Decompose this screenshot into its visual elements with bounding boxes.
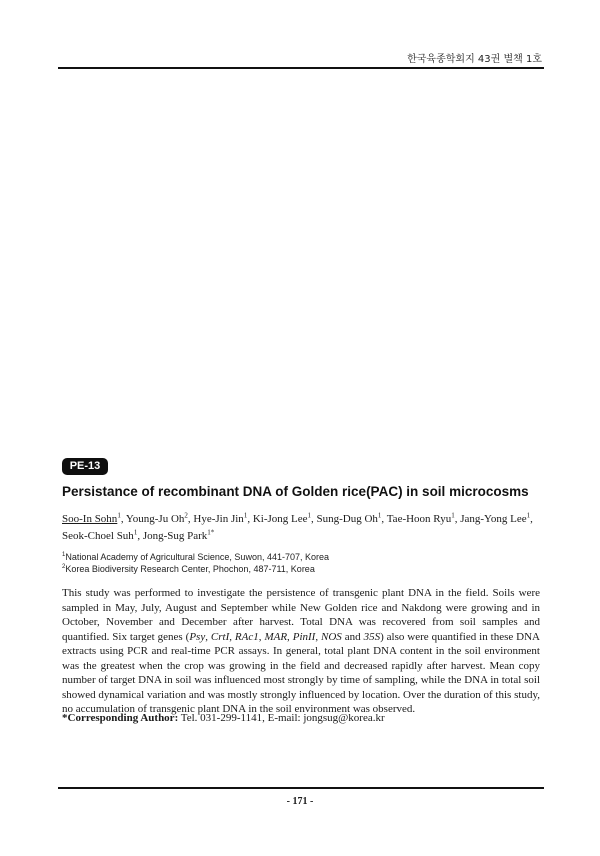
author-name: Soo-In Sohn <box>62 513 118 525</box>
corresponding-author <box>62 712 540 724</box>
abstract-id-badge: PE-13 <box>62 458 108 475</box>
author-affiliation-mark: 1 <box>243 511 248 520</box>
gene-name: PinII <box>292 630 316 643</box>
author-name: Sung-Dug Oh <box>316 513 378 525</box>
abstract-segment: and <box>341 630 364 643</box>
author-affiliation-mark: 1 <box>526 511 531 520</box>
affiliation-list <box>62 551 540 575</box>
author-separator: , <box>137 530 143 542</box>
author-affiliation-mark: 1 <box>377 511 382 520</box>
author-name: Seok-Choel Suh <box>62 530 134 542</box>
author-affiliation-mark: 1* <box>207 528 215 537</box>
top-rule <box>58 67 544 69</box>
gene-name: Psy <box>189 630 206 643</box>
page-number: - 171 - <box>286 796 314 807</box>
author-name: Young-Ju Oh <box>125 513 185 525</box>
author-separator: , <box>381 513 387 525</box>
paper-title: Persistance of recombinant DNA of Golden rice(PAC) in soil microcosms <box>62 484 529 499</box>
gene-name: MAR <box>264 630 288 643</box>
author-affiliation-mark: 2 <box>184 511 188 520</box>
corresponding-author-contact: Tel. 031-299-1141, E-mail: jongsug@korea.kr <box>178 712 385 724</box>
affiliation-item <box>62 563 540 575</box>
affiliation-text: National Academy of Agricultural Science, Suwon, 441-707, Korea <box>65 552 329 562</box>
author-name: Tae-Hoon Ryu <box>386 513 452 525</box>
affiliation-item <box>62 551 540 563</box>
abstract-segment: ) also were quantified in these DNA extracts using PCR and real-time PCR assays. In general, total plant DNA content in the soil environment was the greatest when the crop was growing in the field and decreased rapidly after harvest. Mean copy number of target DNA in soil was influenced most strongly by time of sampling, while the DNA in total soil showed dynamical variation and was mostly strongly influenced by location. Over the duration of this study, no accumulation of transgenic plant DNA in the soil environment was observed. <box>62 630 541 715</box>
abstract-text <box>62 586 540 717</box>
journal-header: 한국육종학회지 43권 별책 1호 <box>407 54 542 65</box>
author-name: Hye-Jin Jin <box>193 513 244 525</box>
affiliation-mark: 1 <box>62 552 66 558</box>
gene-name: RAc1 <box>234 630 259 643</box>
author-separator: , <box>311 513 317 525</box>
author-name: Ki-Jong Lee <box>252 513 308 525</box>
abstract-segment: , <box>258 630 265 643</box>
author-separator: , <box>187 513 194 525</box>
bottom-rule <box>58 787 544 789</box>
author-separator: , <box>120 513 126 525</box>
gene-name: NOS <box>321 630 342 643</box>
author-name: Jang-Yong Lee <box>460 513 527 525</box>
author-separator: , <box>530 513 533 525</box>
author-affiliation-mark: 1 <box>451 511 455 520</box>
abstract-segment: , <box>229 630 235 643</box>
abstract-segment: , <box>287 630 293 643</box>
affiliation-text: Korea Biodiversity Research Center, Phochon, 487-711, Korea <box>65 564 315 574</box>
gene-name: 35S <box>363 630 381 643</box>
gene-name: CrtI <box>210 630 230 643</box>
abstract-segment: , <box>205 630 211 643</box>
abstract-segment: , <box>315 630 322 643</box>
affiliation-mark: 2 <box>62 564 66 570</box>
corresponding-author-label: *Corresponding Author: <box>62 712 179 724</box>
abstract-segment: This study was performed to investigate the persistence of transgenic plant DNA in the field. Soils were sampled in May, July, August and September while New Golden rice and Nakdong were growing and in October, November and December after harvest. Total DNA was recovered from soil samples and quantified. Six target genes ( <box>62 587 540 643</box>
author-separator: , <box>247 513 253 525</box>
author-name: Jong-Sug Park <box>142 530 208 542</box>
author-list <box>62 511 540 545</box>
author-affiliation-mark: 1 <box>133 528 138 537</box>
author-separator: , <box>454 513 461 525</box>
author-affiliation-mark: 1 <box>117 511 121 520</box>
author-affiliation-mark: 1 <box>307 511 311 520</box>
